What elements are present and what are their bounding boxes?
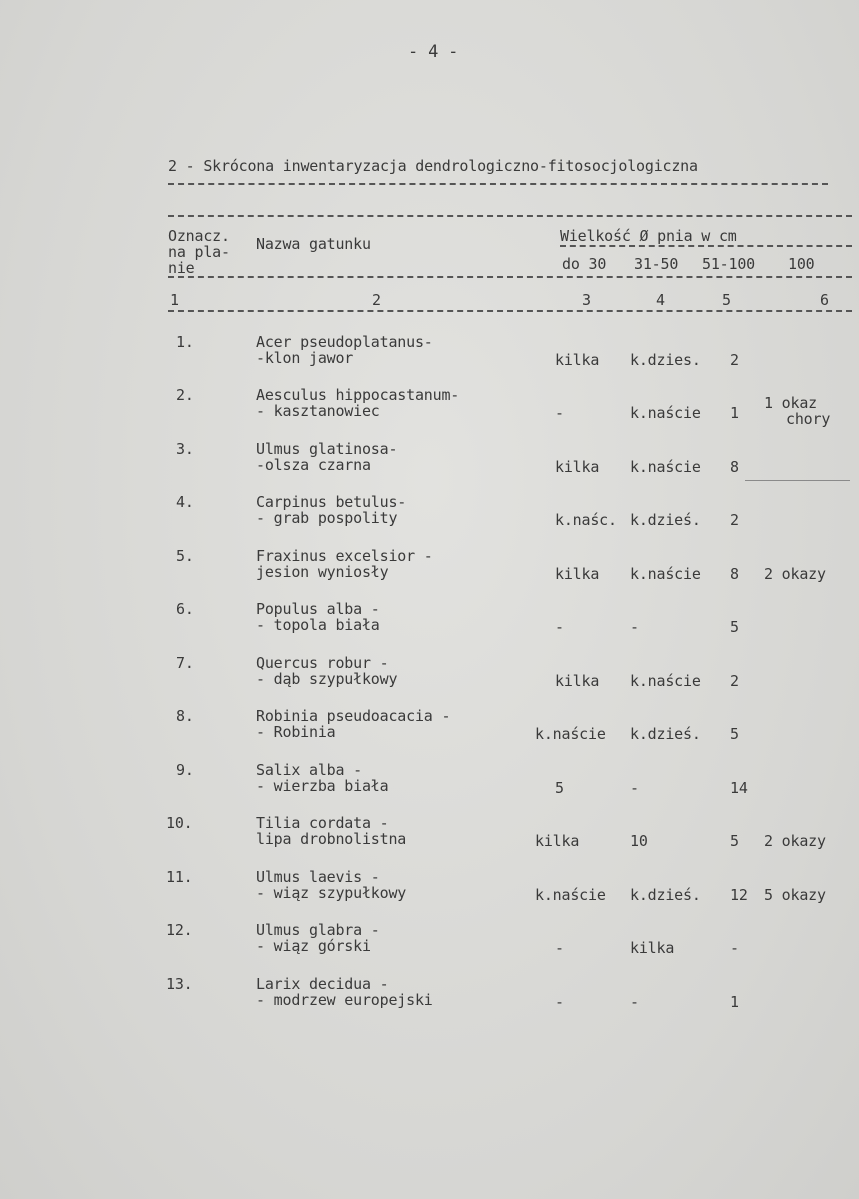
value-51-100: 1 — [730, 993, 739, 1011]
row-number: 5. — [176, 547, 194, 565]
header-col2: Nazwa gatunku — [256, 235, 371, 253]
value-do-30: 5 — [555, 779, 564, 797]
row-number: 1. — [176, 333, 194, 351]
value-do-30: kilka — [555, 565, 600, 583]
value-over-100: 5 okazy — [764, 886, 826, 904]
species-polish-name: - Robinia — [256, 723, 336, 741]
species-polish-name: -klon jawor — [256, 349, 354, 367]
species-latin-name: Ulmus glatinosa- — [256, 440, 398, 458]
header-num-3: 3 — [582, 291, 591, 309]
value-31-50: - — [630, 993, 639, 1011]
value-51-100: 1 — [730, 404, 739, 422]
species-latin-name: Robinia pseudoacacia - — [256, 707, 451, 725]
section-title: 2 - Skrócona inwentaryzacja dendrologiczno-fitosocjologiczna — [168, 157, 698, 175]
value-51-100: 5 — [730, 618, 739, 636]
value-do-30: - — [555, 404, 564, 422]
species-polish-name: - modrzew europejski — [256, 991, 433, 1009]
species-latin-name: Tilia cordata - — [256, 814, 389, 832]
value-51-100: 12 — [730, 886, 748, 904]
species-latin-name: Populus alba - — [256, 600, 380, 618]
header-sub-col4: 31-50 — [634, 255, 679, 273]
value-51-100: 5 — [730, 832, 739, 850]
stray-rule — [745, 480, 850, 481]
row-number: 3. — [176, 440, 194, 458]
row-number: 4. — [176, 493, 194, 511]
value-31-50: - — [630, 779, 639, 797]
value-51-100: 8 — [730, 565, 739, 583]
value-over-100: 2 okazy — [764, 565, 826, 583]
value-31-50: 10 — [630, 832, 648, 850]
value-31-50: k.naście — [630, 565, 701, 583]
header-num-1: 1 — [170, 291, 179, 309]
header-sub-col6: 100 — [788, 255, 815, 273]
value-51-100: 2 — [730, 351, 739, 369]
header-num-6: 6 — [820, 291, 829, 309]
row-number: 2. — [176, 386, 194, 404]
value-31-50: k.naście — [630, 404, 701, 422]
value-31-50: k.dzieś. — [630, 725, 701, 743]
species-polish-name: lipa drobnolistna — [256, 830, 407, 848]
species-polish-name: - wierzba biała — [256, 777, 389, 795]
species-polish-name: -olsza czarna — [256, 456, 371, 474]
header-col1-line3: nie — [168, 259, 195, 277]
value-31-50: k.naście — [630, 458, 701, 476]
value-over-100-note: chory — [786, 410, 831, 428]
value-31-50: kilka — [630, 939, 675, 957]
species-latin-name: Quercus robur - — [256, 654, 389, 672]
value-do-30: k.naście — [535, 725, 606, 743]
header-num-2: 2 — [372, 291, 381, 309]
row-number: 6. — [176, 600, 194, 618]
species-polish-name: - kasztanowiec — [256, 402, 380, 420]
row-number: 9. — [176, 761, 194, 779]
species-latin-name: Larix decidua - — [256, 975, 389, 993]
row-number: 10. — [166, 814, 193, 832]
value-31-50: k.dzieś. — [630, 511, 701, 529]
value-do-30: kilka — [555, 458, 600, 476]
row-number: 12. — [166, 921, 193, 939]
value-51-100: 8 — [730, 458, 739, 476]
value-do-30: k.naście — [535, 886, 606, 904]
value-do-30: kilka — [535, 832, 580, 850]
species-polish-name: - wiąz szypułkowy — [256, 884, 407, 902]
species-latin-name: Acer pseudoplatanus- — [256, 333, 433, 351]
row-number: 8. — [176, 707, 194, 725]
value-51-100: 2 — [730, 672, 739, 690]
species-latin-name: Aesculus hippocastanum- — [256, 386, 460, 404]
value-do-30: - — [555, 993, 564, 1011]
header-mid-rule — [168, 276, 852, 278]
value-over-100: 1 okaz — [764, 394, 817, 412]
row-number: 7. — [176, 654, 194, 672]
species-latin-name: Ulmus laevis - — [256, 868, 380, 886]
value-do-30: kilka — [555, 672, 600, 690]
value-31-50: k.dzieś. — [630, 886, 701, 904]
value-do-30: - — [555, 618, 564, 636]
species-latin-name: Ulmus glabra - — [256, 921, 380, 939]
species-polish-name: - grab pospolity — [256, 509, 398, 527]
page-number: - 4 - — [408, 42, 459, 62]
row-number: 11. — [166, 868, 193, 886]
value-31-50: k.dzies. — [630, 351, 701, 369]
header-sub-col3: do 30 — [562, 255, 607, 273]
value-51-100: 14 — [730, 779, 748, 797]
value-31-50: k.naście — [630, 672, 701, 690]
header-diameter-group: Wielkość Ø pnia w cm — [560, 227, 737, 245]
species-polish-name: - dąb szypułkowy — [256, 670, 398, 688]
header-sub-col5: 51-100 — [702, 255, 755, 273]
value-do-30: k.naśc. — [555, 511, 617, 529]
row-number: 13. — [166, 975, 193, 993]
species-latin-name: Salix alba - — [256, 761, 362, 779]
value-do-30: - — [555, 939, 564, 957]
value-31-50: - — [630, 618, 639, 636]
value-over-100: 2 okazy — [764, 832, 826, 850]
header-col1-line2: na pla- — [168, 243, 230, 261]
header-bottom-rule — [168, 310, 852, 312]
species-polish-name: - wiąz górski — [256, 937, 371, 955]
header-group-rule — [560, 245, 852, 247]
species-latin-name: Carpinus betulus- — [256, 493, 407, 511]
species-latin-name: Fraxinus excelsior - — [256, 547, 433, 565]
table-top-rule — [168, 215, 852, 217]
value-51-100: 2 — [730, 511, 739, 529]
value-51-100: 5 — [730, 725, 739, 743]
header-col1-line1: Oznacz. — [168, 227, 230, 245]
header-num-5: 5 — [722, 291, 731, 309]
species-polish-name: jesion wyniosły — [256, 563, 389, 581]
header-num-4: 4 — [656, 291, 665, 309]
value-do-30: kilka — [555, 351, 600, 369]
title-underline — [168, 183, 828, 185]
species-polish-name: - topola biała — [256, 616, 380, 634]
value-51-100: - — [730, 939, 739, 957]
